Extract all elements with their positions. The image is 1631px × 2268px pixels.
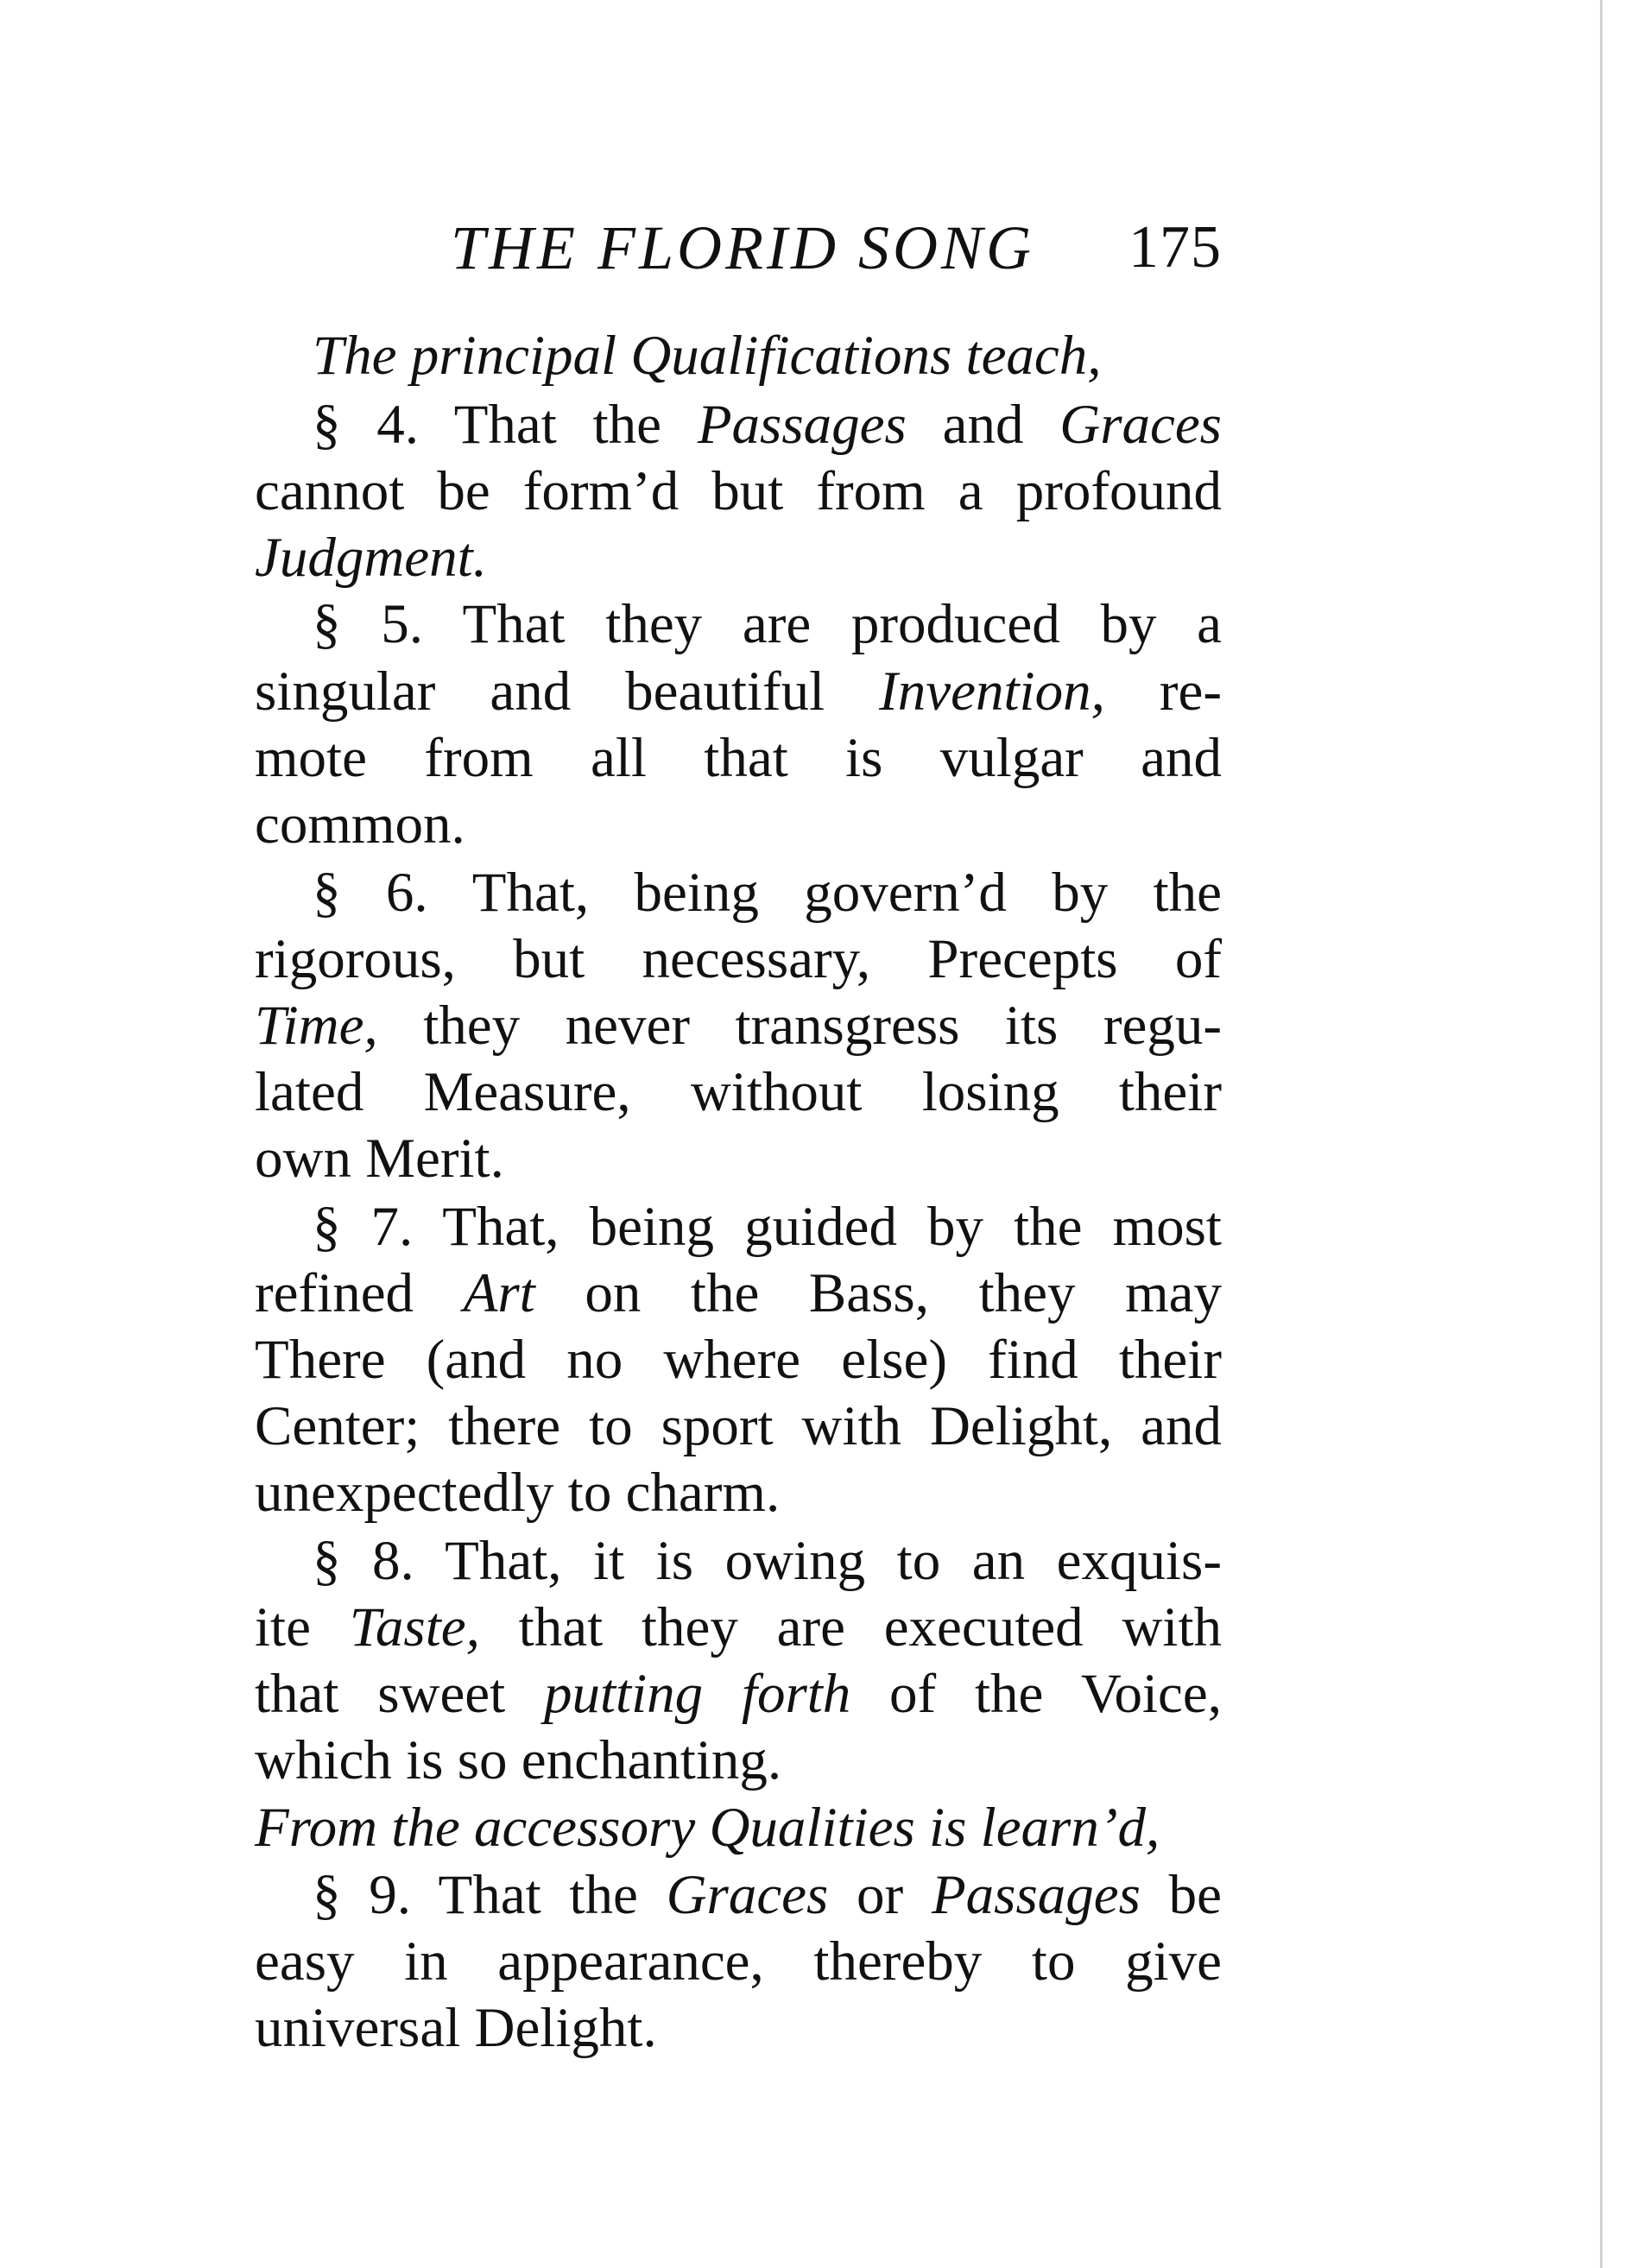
text-run: § 8. That, it is owing to an exquis- xyxy=(313,1530,1222,1592)
text-run: § 5. That they are produced by a xyxy=(313,593,1222,655)
running-header xyxy=(259,209,1222,287)
italic-run: Taste, xyxy=(349,1596,480,1658)
text-line xyxy=(255,524,1222,591)
italic-run: Judgment. xyxy=(255,527,487,589)
text-run: There (and no where else) find their xyxy=(255,1329,1222,1391)
text-run: singular and beautiful xyxy=(255,660,880,723)
italic-run: Time, xyxy=(255,995,378,1057)
text-run: re- xyxy=(1104,660,1222,723)
text-line xyxy=(255,1794,1222,1861)
text-line xyxy=(255,1527,1222,1595)
text-run: be xyxy=(1140,1864,1222,1926)
text-line xyxy=(255,1861,1222,1929)
text-line xyxy=(255,391,1222,458)
text-line xyxy=(255,791,1222,858)
text-line xyxy=(255,1193,1222,1260)
text-line xyxy=(255,591,1222,658)
text-run: common. xyxy=(255,793,465,856)
italic-run: The principal Qualifications teach, xyxy=(313,325,1102,387)
text-run: on the Bass, they may xyxy=(534,1262,1222,1324)
text-line xyxy=(255,658,1222,725)
text-run: or xyxy=(828,1864,932,1926)
text-line xyxy=(255,1393,1222,1460)
text-run: which is so enchanting. xyxy=(255,1729,782,1791)
text-line xyxy=(255,1928,1222,1995)
text-line xyxy=(255,1727,1222,1794)
text-run: Center; there to sport with Delight, and xyxy=(255,1395,1222,1457)
italic-run: Passages xyxy=(697,394,907,456)
text-line xyxy=(255,926,1222,993)
text-run: ite xyxy=(255,1596,350,1658)
italic-run: Graces xyxy=(666,1864,829,1926)
text-line xyxy=(255,1594,1222,1661)
text-run: and xyxy=(906,394,1060,456)
text-run: cannot be form’d but from a profound xyxy=(255,460,1222,522)
text-run: they never transgress its regu- xyxy=(377,995,1222,1057)
text-run: § 6. That, being govern’d by the xyxy=(313,862,1222,924)
text-line xyxy=(255,724,1222,792)
italic-run: putting forth xyxy=(543,1663,851,1725)
text-run: § 7. That, being guided by the most xyxy=(313,1196,1222,1258)
text-line xyxy=(255,1660,1222,1728)
text-run: that they are executed with xyxy=(479,1596,1222,1658)
running-title: THE FLORID SONG xyxy=(451,213,1035,282)
page-edge-line xyxy=(1600,0,1603,2268)
text-run: unexpectedly to charm. xyxy=(255,1462,781,1524)
italic-run: Invention, xyxy=(879,660,1105,723)
text-run: § 9. That the xyxy=(313,1864,667,1926)
text-line xyxy=(255,1326,1222,1393)
text-run: lated Measure, without losing their xyxy=(255,1061,1222,1123)
text-line xyxy=(255,458,1222,525)
text-run: of the Voice, xyxy=(850,1663,1223,1725)
text-run: mote from all that is vulgar and xyxy=(255,727,1222,789)
text-line xyxy=(255,992,1222,1059)
text-line xyxy=(255,859,1222,926)
text-line xyxy=(255,1260,1222,1327)
text-run: that sweet xyxy=(255,1663,544,1725)
text-run: easy in appearance, thereby to give xyxy=(255,1930,1222,1993)
page-number: 175 xyxy=(1128,214,1222,281)
text-line xyxy=(255,1994,1222,2062)
text-line xyxy=(255,322,1222,389)
text-run: own Merit. xyxy=(255,1128,504,1190)
italic-run: From the accessory Qualities is learn’d, xyxy=(255,1797,1160,1859)
italic-run: Art xyxy=(463,1262,535,1324)
text-run: refined xyxy=(255,1262,464,1324)
italic-run: Graces xyxy=(1059,394,1222,456)
text-line xyxy=(255,1125,1222,1192)
text-line xyxy=(255,1058,1222,1126)
text-run: rigorous, but necessary, Precepts of xyxy=(255,928,1222,990)
italic-run: Passages xyxy=(931,1864,1141,1926)
text-run: § 4. That the xyxy=(313,394,698,456)
text-line xyxy=(255,1459,1222,1526)
text-run: universal Delight. xyxy=(255,1997,657,2059)
